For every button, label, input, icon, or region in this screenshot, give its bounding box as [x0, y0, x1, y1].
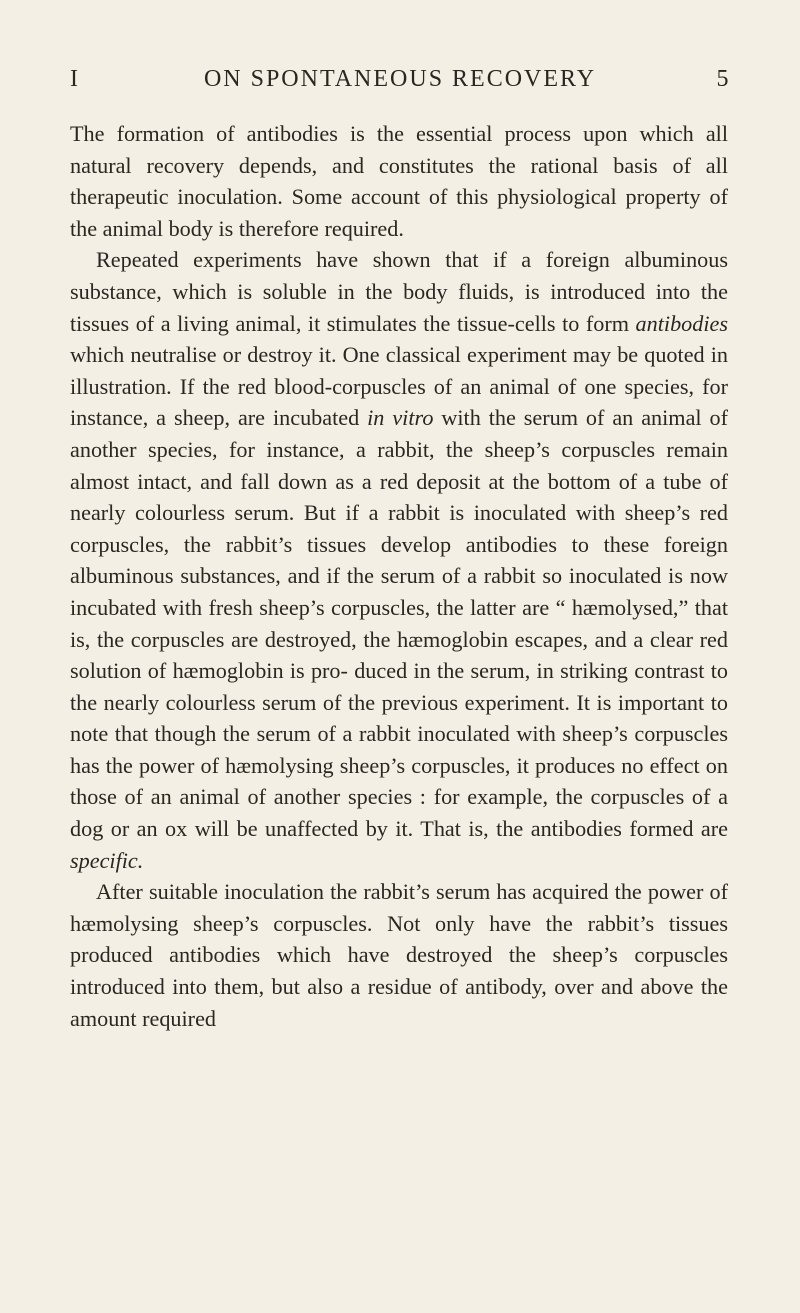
paragraph-2-text-c: with the serum of an animal of another species, for instance, a rabbit, the sheep’s corpuscles remain almost intact, and fall down as a red deposit at the bottom of a tube of nearly colourless serum. But if a rabbit is inoculated with sheep’s red corpuscles, the rabbit’s tissues develop antibodies to these foreign albuminous substances, and if the serum of a rabbit so inoculated is now incubated with fresh sheep’s corpuscles, the latter are “ hæmolysed,” that is, the corpuscles are destroyed, the hæmoglobin escapes, and a clear red solution of hæmoglobin is pro- duced in the serum, in striking contrast to the nearly colourless serum of the previous experiment. It is important to note that though the serum of a rabbit inoculated with sheep’s corpuscles has the power of hæmolysing sheep’s corpuscles, it produces no effect on those of an animal of another species : for example, the corpuscles of a dog or an ox will be unaffected by it. That is, the antibodies formed are: [70, 405, 728, 842]
paragraph-2: [70, 244, 728, 876]
running-title: ON SPONTANEOUS RECOVERY: [203, 66, 597, 92]
body-text: [70, 118, 728, 1034]
term-antibodies: antibodies: [635, 310, 728, 336]
paragraph-3-text: After suitable inoculation the rabbit’s serum has acquired the power of hæmolysing sheep’s corpuscles. Not only have the rabbit’s tissues produced antibodies which have destroyed the sheep’s corpuscles introduced into them, but also a residue of antibody, over and above the amount required: [70, 879, 728, 1031]
paragraph-3: [70, 876, 728, 1034]
term-in-vitro: in vitro: [367, 405, 434, 431]
paragraph-1: [70, 118, 728, 244]
page-number: 5: [716, 66, 730, 92]
paragraph-2-text-a: Repeated experiments have shown that if a foreign albuminous substance, which is soluble in the body fluids, is introduced into the tissues of a living animal, it stimulates the tissue-cells to form: [70, 247, 728, 336]
paragraph-1-text: The formation of antibodies is the essential process upon which all natural recovery depends, and constitutes the rational basis of all therapeutic inoculation. Some account of this physiological property of the animal body is therefore required.: [70, 121, 728, 241]
paragraph-2-text-b: which neutralise or destroy it. One classical experiment may be quoted in illustration. If the red blood-corpuscles of an animal of one species, for instance, a sheep, are incubated: [70, 342, 728, 431]
term-specific: specific.: [70, 847, 144, 873]
chapter-number: I: [70, 66, 80, 92]
running-head: [70, 66, 730, 106]
